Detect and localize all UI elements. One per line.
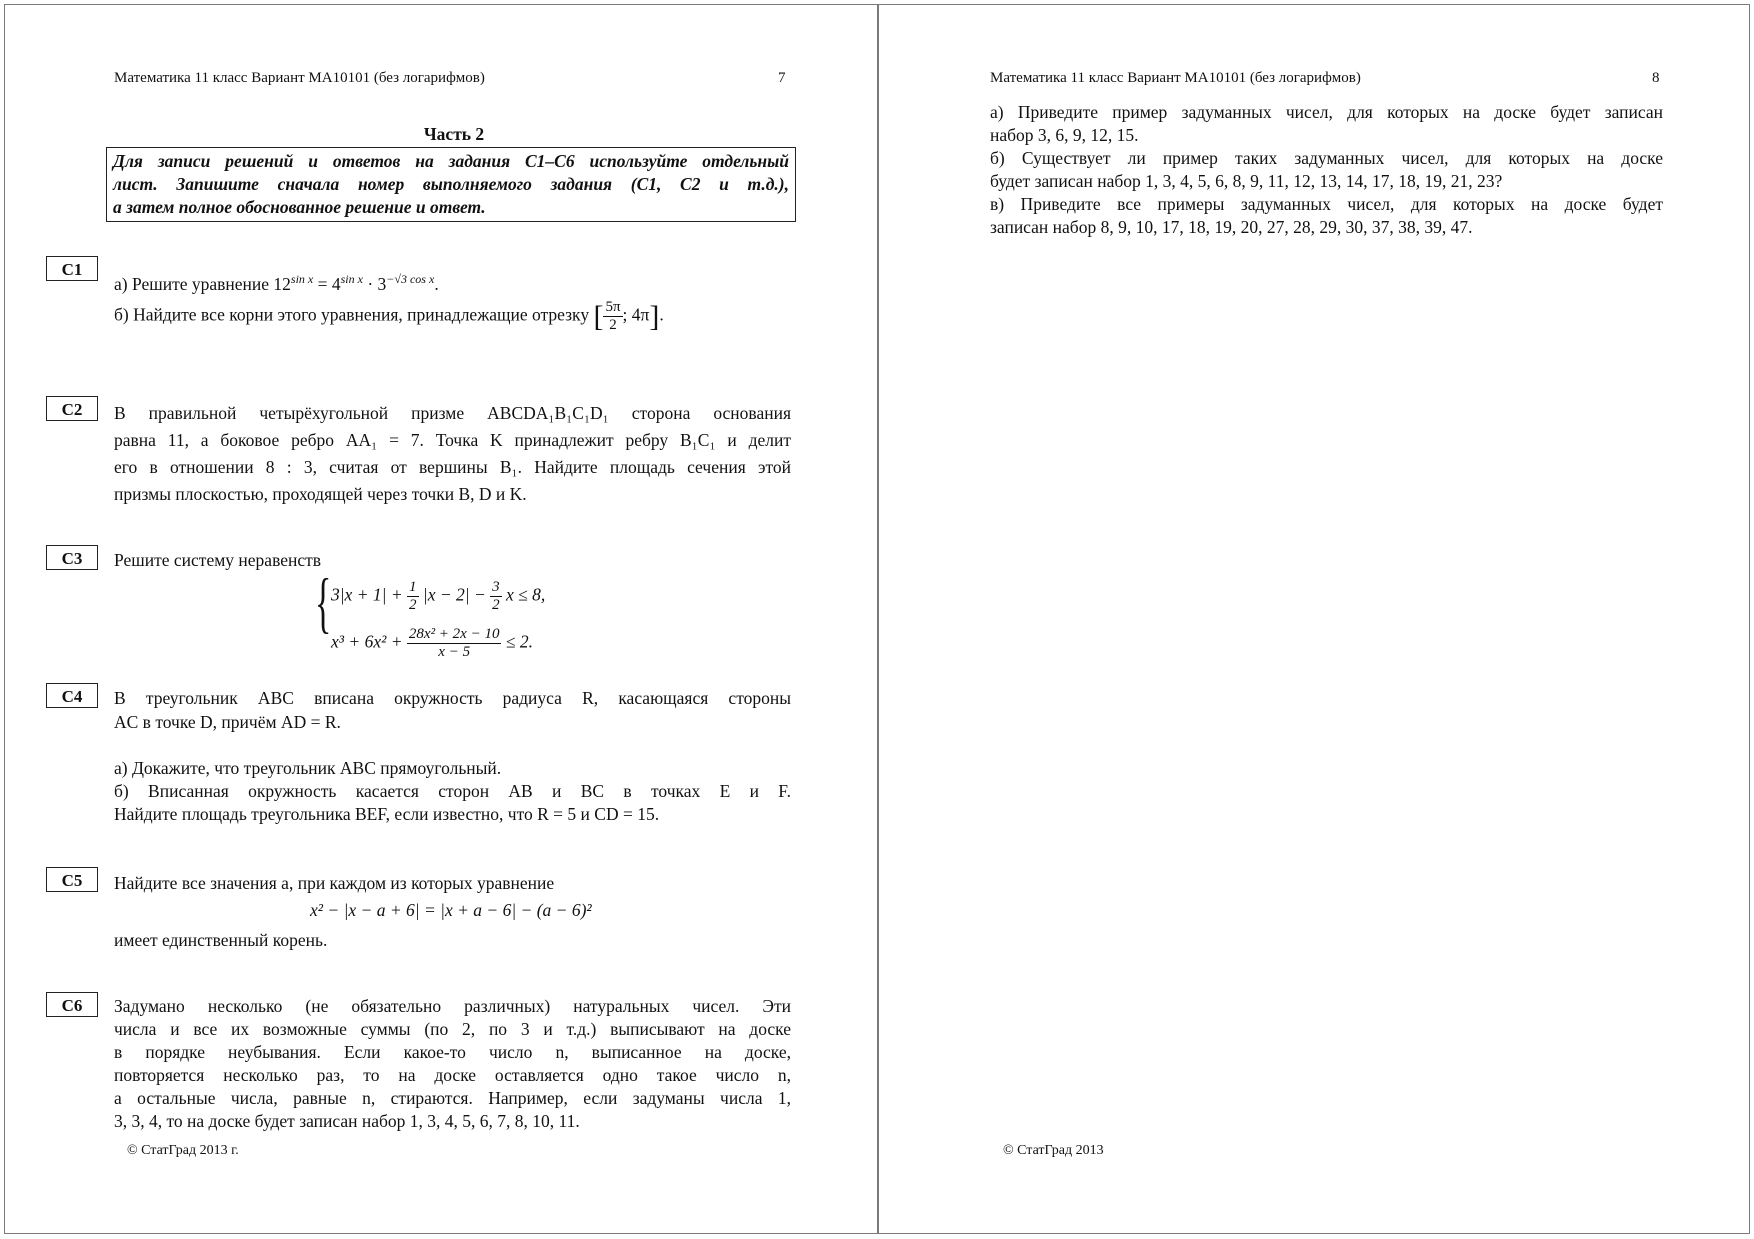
copyright: © СтатГрад 2013 — [1003, 1143, 1104, 1158]
c2-line: его в отношении 8 : 3, считая от вершины B₁. Найдите площадь сечения этой — [114, 457, 791, 477]
task-label-c6: С6 — [46, 992, 98, 1017]
c1-b-rest: ; 4π — [622, 304, 650, 325]
c4-text — [114, 686, 791, 734]
c6-cont-line: будет записан набор 1, 3, 4, 5, 6, 8, 9, 11, 12, 13, 14, 17, 18, 19, 21, 23? — [990, 171, 1503, 191]
task-label-c3: С3 — [46, 545, 98, 570]
c4-part-b-line: б) Вписанная окружность касается сторон AB и BC в точках E и F. — [114, 781, 791, 801]
c4-subparts — [114, 757, 791, 826]
c3-inequality-2: x³ + 6x² + $\frac{\text{28x² + 2x − 10}}{x - 5}$ ≤ 2. — [331, 626, 533, 660]
c3-inequality-1: 3|x + 1| + $\frac{1}{2}$ |x − 2| − $\frac{3}{2}$ x ≤ 8, — [331, 579, 546, 613]
c5-equation: x² − |x − a + 6| = |x + a − 6| − (a − 6)² — [310, 900, 592, 920]
c6-line: 3, 3, 4, то на доске будет записан набор 1, 3, 4, 5, 6, 7, 8, 10, 11. — [114, 1111, 580, 1131]
c6-line: числа и все их возможные суммы (по 2, по 3 и т.д.) выписывают на доске — [114, 1019, 791, 1039]
c2-text — [114, 400, 791, 508]
c2-line: призмы плоскостью, проходящей через точки B, D и K. — [114, 484, 527, 504]
c6-cont-line: в) Приведите все примеры задуманных чисел, для которых на доске будет — [990, 194, 1663, 214]
task-label-c2: С2 — [46, 396, 98, 421]
c1-a-mid2: · 3 — [362, 273, 387, 294]
left-bracket-icon: [ — [593, 300, 604, 333]
c1-a-exp3: −√3 cos x — [386, 272, 435, 286]
c4-line: В треугольник ABC вписана окружность радиуса R, касающаяся стороны — [114, 688, 791, 708]
c1-b-text: б) Найдите все корни этого уравнения, принадлежащие отрезку — [114, 304, 590, 325]
page-header: Математика 11 класс Вариант МА10101 (без логарифмов) — [990, 70, 1361, 86]
c1-a-end: . — [434, 273, 439, 294]
fraction: $\frac{1}{2}$ — [409, 579, 417, 613]
c6-line: а остальные числа, равные n, стираются. Например, если задуманы числа 1, — [114, 1088, 791, 1108]
c1-a-exp1: sin x — [290, 272, 314, 286]
c6-line: повторяется несколько раз, то на доске оставляется одно такое число n, — [114, 1065, 791, 1085]
c5-intro: Найдите все значения a, при каждом из которых уравнение — [114, 873, 555, 893]
task-label-c1: С1 — [46, 256, 98, 281]
c2-line: равна 11, а боковое ребро AA₁ = 7. Точка K принадлежит ребру B₁C₁ и делит — [114, 430, 791, 450]
instruction-box — [106, 147, 796, 222]
c6-cont-line: набор 3, 6, 9, 12, 15. — [990, 125, 1139, 145]
page-number: 8 — [1652, 70, 1660, 86]
c3-intro: Решите систему неравенств — [114, 550, 322, 570]
task-label-c5: С5 — [46, 867, 98, 892]
c2-line: В правильной четырёхугольной призме ABCDA₁B₁C₁D₁ сторона основания — [114, 403, 791, 423]
c6-line: в порядке неубывания. Если какое-то число n, выписанное на доске, — [114, 1042, 791, 1062]
c6-cont-line: записан набор 8, 9, 10, 17, 18, 19, 20, 27, 28, 29, 30, 37, 38, 39, 47. — [990, 217, 1473, 237]
part-title: Часть 2 — [423, 124, 485, 144]
fraction: $\frac{\text{28x² + 2x − 10}}{x - 5}$ — [408, 626, 500, 660]
c4-part-b-line: Найдите площадь треугольника BEF, если известно, что R = 5 и CD = 15. — [114, 804, 660, 824]
c1-b-fraction: $\frac{5\pi}{2}$ — [605, 299, 621, 333]
instruction-line: Для записи решений и ответов на задания С1–С6 используйте отдельный — [113, 151, 789, 171]
c1-a-text: а) Решите уравнение 12 — [114, 273, 291, 294]
instruction-line: лист. Запишите сначала номер выполняемого задания (С1, С2 и т.д.), — [113, 174, 789, 194]
page-header: Математика 11 класс Вариант МА10101 (без логарифмов) — [114, 70, 485, 86]
c6-cont-line: б) Существует ли пример таких задуманных чисел, для которых на доске — [990, 148, 1663, 168]
c4-part-a: а) Докажите, что треугольник ABC прямоугольный. — [114, 758, 502, 778]
task-label-c4: С4 — [46, 683, 98, 708]
fraction: $\frac{3}{2}$ — [492, 579, 500, 613]
c4-line: AC в точке D, причём AD = R. — [114, 712, 341, 732]
c1-part-a — [114, 268, 439, 296]
c6-text — [114, 995, 791, 1133]
c1-a-exp2: sin x — [340, 272, 363, 286]
c6-line: Задумано несколько (не обязательно различных) натуральных чисел. Эти — [114, 996, 791, 1016]
c6-continuation — [990, 101, 1663, 239]
page-right — [878, 4, 1750, 1234]
page-number: 7 — [778, 70, 786, 86]
c5-outro: имеет единственный корень. — [114, 930, 328, 950]
c1-b-end: . — [659, 304, 664, 325]
system-brace-icon: { — [315, 564, 332, 640]
page-left — [4, 4, 878, 1234]
c1-a-mid: = 4 — [313, 273, 341, 294]
right-bracket-icon: ] — [649, 300, 660, 333]
copyright: © СтатГрад 2013 г. — [127, 1143, 239, 1158]
c6-cont-line: а) Приведите пример задуманных чисел, для которых на доске будет записан — [990, 102, 1663, 122]
c1-part-b — [114, 299, 664, 334]
instruction-line: а затем полное обоснованное решение и ответ. — [113, 197, 486, 217]
